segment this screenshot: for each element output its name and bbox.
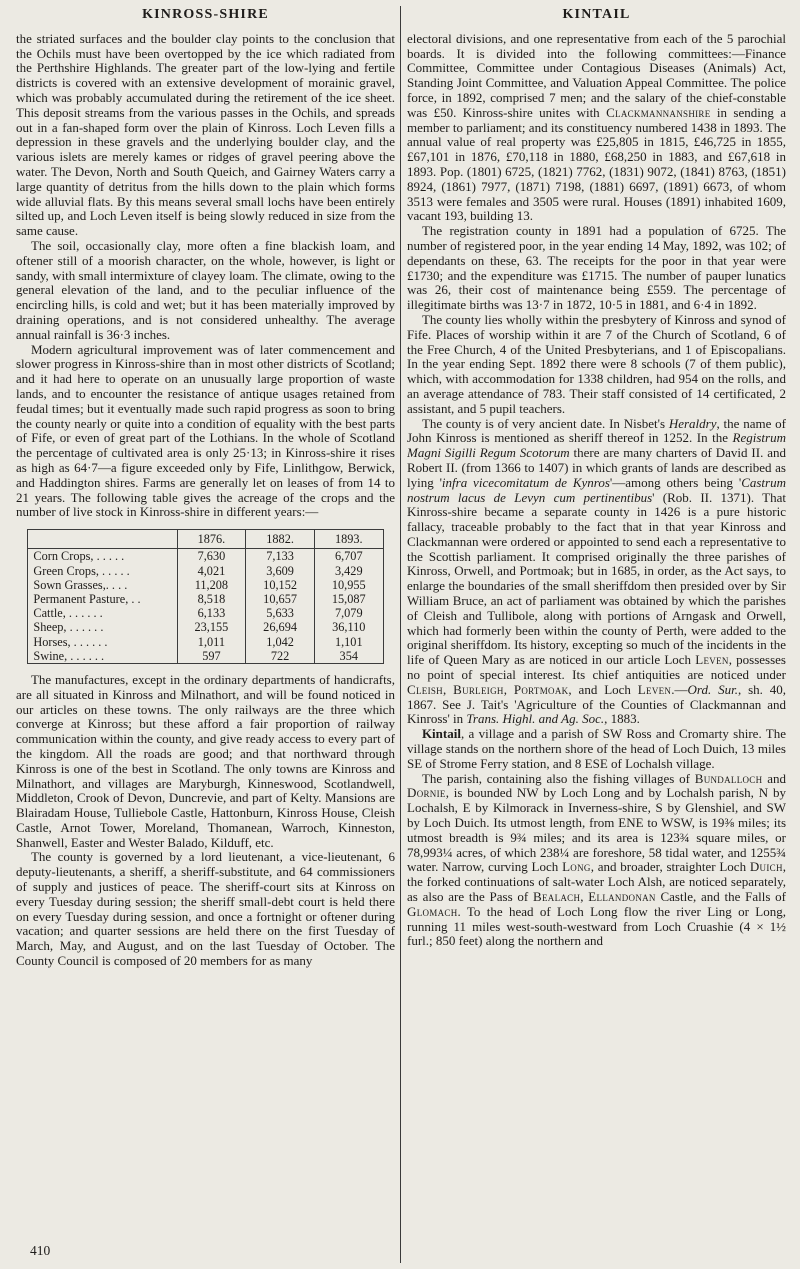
text-run: The soil, occasionally clay, more often a fine blackish loam, and oftener still of a moorish character, on the whole, however, is light or sandy, with small intermixture of clayey loam. The climate, owing to the general elevation of the land, and to the peculiar influence of the encircling hills, is cold and wet; but it has been materially improved by draining operations, and is not considered unhealthy. The average annual rainfall is 36·3 inches. <box>16 237 395 342</box>
paragraph <box>16 850 395 968</box>
text-run: , 1883. <box>604 711 640 727</box>
table-cell-value: 7,079 <box>314 606 383 620</box>
right-column <box>407 8 786 1261</box>
italic-text: Registrum Magni Sigilli Regum Scotorum <box>407 430 786 461</box>
paragraph <box>16 343 395 521</box>
left-column-running-head: KINROSS-SHIRE <box>142 8 269 22</box>
small-caps-text: Bealach <box>533 889 581 905</box>
paragraph <box>407 417 786 728</box>
table-cell-value: 5,633 <box>246 606 315 620</box>
table-header-cell: 1882. <box>246 530 315 549</box>
table-cell-value: 597 <box>177 649 246 664</box>
table-row-label: Corn Crops, . . . . . <box>33 549 125 564</box>
text-run: , possesses no point of special interest. Its chief antiquities are noticed under <box>407 652 786 683</box>
paragraph <box>407 313 786 417</box>
table-row <box>28 649 383 664</box>
paragraph <box>16 239 395 343</box>
table-row-label: Green Crops, . . . . . <box>33 563 130 578</box>
paragraph <box>407 224 786 313</box>
crops-livestock-table <box>27 529 383 664</box>
paragraph <box>407 32 786 224</box>
small-caps-text: Duich <box>749 859 783 875</box>
italic-text: Heraldry <box>668 415 717 431</box>
table-row-label: Cattle, . . . . . . <box>33 606 103 621</box>
table-row-label: Sown Grasses,. . . . <box>33 577 128 592</box>
table-cell-value: 722 <box>246 649 315 664</box>
text-run: ' (Rob. II. 1371). That Kinross-shire became a separate county in 1426 is a pure historic fallacy, traceable probably to the fact that in that year Kinross and Clackmannan were ordered or appointed to send each a representative to the Scottish parliament. It comprised originally the three parishes of Kinross, Orwell, and Portmoak; but in 1685, in order, as the Act says, to enlarge the boundaries of the small sheriffdom then presided over by Sir William Bruce, an act of parliament was obtained by which the parishes of Cleish and Tullibole, along with portions of Arngask and Orwell, which had formerly been within the county of Perth, were added to the original sheriffdom. Its history, excepting so much of the incidents in the life of Queen Mary as are noticed in our article Loch <box>407 489 786 668</box>
table-row <box>28 549 383 564</box>
text-run: in sending a member to parliament; and its constituency numbered 1438 in 1893. The annual value of real property was £25,805 in 1815, £46,725 in 1855, £67,101 in 1876, £70,118 in 1880, £68,250 in 1883, and £67,618 in 1893. Pop. (1801) 6725, (1821) 7762, (1831) 9072, (1841) 8763, (1851) 8924, (1861) 7977, (1871) 7198, (1881) 6697, (1891) 6673, of whom 3513 were females and 3505 were rural. Houses (1891) inhabited 1609, vacant 193, building 13. <box>407 104 786 224</box>
small-caps-text: Glomach <box>407 903 458 919</box>
table-cell-value: 8,518 <box>177 592 246 606</box>
table-row-label: Horses, . . . . . . <box>33 634 108 649</box>
table-cell-value: 10,657 <box>246 592 315 606</box>
table-cell-value: 3,429 <box>314 564 383 578</box>
text-run: The county lies wholly within the presbytery of Kinross and synod of Fife. Places of worship within it are 7 of the Church of Scotland, 6 of the Free Church, 4 of the United Presbyterians, and 1 of Episcopalians. In the year ending Sept. 1892 there were 8 schools (7 of them public), which, with accommodation for 1338 children, had 954 on the rolls, and an average attendance of 783. Their staff consisted of 14 certificated, 2 assistant, and 5 pupil teachers. <box>407 311 786 416</box>
table-header-row <box>28 530 383 549</box>
text-run: , and broader, straighter Loch <box>590 859 750 875</box>
table-header-cell: 1893. <box>314 530 383 549</box>
small-caps-text: Ellandonan <box>588 889 656 905</box>
text-run: . To the head of Loch Long flow the river Ling or Long, running 11 miles west-south-westward from Loch Cruashie (4 × 1½ furl.; 850 feet) along the northern and <box>407 903 786 949</box>
table-cell-value: 10,152 <box>246 578 315 592</box>
left-column <box>16 8 395 1261</box>
table-row <box>28 578 383 592</box>
italic-text: Trans. Highl. and Ag. Soc. <box>466 711 605 727</box>
table-cell-value: 1,101 <box>314 635 383 649</box>
table-cell-value: 7,630 <box>177 549 246 564</box>
text-run: The manufactures, except in the ordinary departments of handicrafts, are all situated in Kinross and Milnathort, and will be found noticed in our articles on these towns. The only railways are the three which converge at Kinross; but these afford a fair proportion of railway communication within the county, and give ready access to every part of the kingdom. All the roads are good; and that northward through Kinross is one of the best in Scotland. The only towns are Kinross and Milnathort, and villages are Maryburgh, Kinneswood, Scotlandwell, Middleton, Crook of Devon, Duncrevie, and part of Kelty. Mansions are Blairadam House, Tulliebole Castle, Hattonburn, Kinross House, Cleish Castle, Arnot Tower, Moreland, Thomanean, Warroch, Kinneston, Shanwell, Easter and Wester Balado, Kilduff, etc. <box>16 671 395 850</box>
small-caps-text: Long <box>562 859 591 875</box>
text-run: the striated surfaces and the boulder clay points to the conclusion that the Ochils must have been overtopped by the ice which radiated from the Perthshire Highlands. The greater part of the low-lying and fertile districts is covered with an extensive development of morainic gravel, which was probably accumulated during the retirement of the ice sheet. This deposit streams from the various passes in the Ochils, and spreads out in a fan-shaped form over the plain of Kinross. Loch Leven fills a depression in these gravels and the underlying boulder clay, and the various islets are merely kames or ridges of gravel peering above the water. The Devon, North and South Queich, and Gairney Waters carry a large quantity of detritus from the hills down to the plain which forms wide alluvial flats. By this means several small lochs have been entirely silted up, and Loch Leven itself is being slowly reduced in size from the same cause. <box>16 30 395 239</box>
table-row <box>28 635 383 649</box>
left-column-text-upper <box>16 32 395 520</box>
paragraph <box>16 32 395 239</box>
table-cell-value: 7,133 <box>246 549 315 564</box>
table-row <box>28 606 383 620</box>
text-run: , the name of John Kinross is mentioned as sheriff thereof in 1252. In the <box>407 415 786 446</box>
small-caps-text: Bundalloch <box>694 770 763 786</box>
italic-text: Ord. Sur. <box>687 681 738 697</box>
table-cell-value: 3,609 <box>246 564 315 578</box>
table-row-label: Swine, . . . . . . <box>33 648 105 663</box>
text-run: , the forked continuations of salt-water Loch Alsh, are noticed separately, as also are the Pass of <box>407 859 786 905</box>
text-run: , sh. 40, 1867. See J. Tait's 'Agriculture of the Counties of Clackmannan and Kinross' in <box>407 681 786 727</box>
table-row <box>28 620 383 634</box>
left-column-text-lower <box>16 673 395 969</box>
text-run: , <box>503 681 514 697</box>
table-cell-value: 4,021 <box>177 564 246 578</box>
table-cell-value: 23,155 <box>177 620 246 634</box>
table-cell-value: 36,110 <box>314 620 383 634</box>
table-cell-value: 6,133 <box>177 606 246 620</box>
text-run: .— <box>671 681 688 697</box>
text-run: and <box>762 770 786 786</box>
table-row <box>28 564 383 578</box>
italic-text: infra vicecomitatum de Kynros <box>441 474 610 490</box>
table-cell-value: 15,087 <box>314 592 383 606</box>
text-run: The county is of very ancient date. In Nisbet's <box>421 415 669 431</box>
table-cell-value: 26,694 <box>246 620 315 634</box>
text-run: , <box>442 681 454 697</box>
text-run: The registration county in 1891 had a population of 6725. The number of registered poor, in the year ending 14 May, 1892, was 102; of dependants on these, 63. The receipts for the poor in that year were £1730; and the expenditure was £1715. The number of pauper lunatics was 26, their cost of maintenance being £559. The percentage of illegitimate births was 13·7 in 1872, 10·5 in 1881, and 6·4 in 1892. <box>407 223 786 313</box>
text-run: The parish, containing also the fishing villages of <box>421 770 695 786</box>
table-row-label: Sheep, . . . . . . <box>33 620 104 635</box>
text-run: '—among others being ' <box>609 474 742 490</box>
paragraph <box>16 673 395 851</box>
text-run: , and Loch <box>568 681 638 697</box>
table-cell-value: 354 <box>314 649 383 664</box>
text-run: , a village and a parish of SW Ross and Cromarty shire. The village stands on the northern shore of the head of Loch Duich, 13 miles SE of Strome Ferry station, and 8 ESE of Lochalsh village. <box>407 726 786 771</box>
text-run: there are many charters of David II. and Robert II. (from 1366 to 1407) in which grants of lands are described as lying ' <box>407 445 786 490</box>
table-cell-value: 6,707 <box>314 549 383 564</box>
table-row-label: Permanent Pasture, . . <box>33 591 141 606</box>
table-cell-value: 1,042 <box>246 635 315 649</box>
table-cell-value: 10,955 <box>314 578 383 592</box>
italic-text: Castrum nostrum lacus de Levyn cum pertinentibus <box>407 474 786 505</box>
table-header-cell: 1876. <box>177 530 246 549</box>
text-run: , <box>580 889 589 905</box>
right-column-text <box>407 32 786 949</box>
small-caps-text: Clackmannanshire <box>606 104 711 120</box>
small-caps-text: Leven <box>637 681 672 697</box>
column-divider-rule <box>400 6 401 1263</box>
small-caps-text: Cleish <box>407 681 443 697</box>
small-caps-text: Leven <box>695 652 729 668</box>
table-cell-value: 1,011 <box>177 635 246 649</box>
table-body <box>28 549 383 664</box>
small-caps-text: Portmoak <box>513 681 569 697</box>
bold-entry-word: Kintail <box>421 726 461 742</box>
text-run: , is bounded NW by Loch Long and by Lochalsh parish, N by Lochalsh, E by Kilmorack in Inverness-shire, S by Glenshiel, and SW by Loch Duich. Its utmost length, from ENE to WSW, is 19⅜ miles; its utmost breadth is 9¾ miles; and its area is 123¾ square miles, or 78,993¼ acres, of which 238¼ are foreshore, 58 tidal water, and 1255¾ water. Narrow, curving Loch <box>407 785 786 875</box>
text-run: Castle, and the Falls of <box>655 889 786 905</box>
paragraph <box>407 727 786 771</box>
page-number: 410 <box>30 1243 51 1258</box>
table-head <box>28 530 383 549</box>
table-header-cell <box>28 530 177 549</box>
small-caps-text: Burleigh <box>453 681 504 697</box>
text-run: electoral divisions, and one representative from each of the 5 parochial boards. It is divided into the following committees:—Finance Committee, Committee under Contagious Diseases (Animals) Act, Standing Joint Committee, and Valuation Appeal Committee. The police force, in 1892, comprised 7 men; and the salary of the chief-constable was £50. Kinross-shire unites with <box>407 30 786 120</box>
right-column-running-head: KINTAIL <box>562 8 631 22</box>
text-run: Modern agricultural improvement was of later commencement and slower progress in Kinross-shire than in most other districts of Scotland; and it had here to operate on an unusually large proportion of waste lands, and to encounter the resistance of antique usages retained from feudal times; but it eventually made such rapid progress as soon to bring the county nearly or quite into a condition of equality with the best parts of Fife, or even of great part of the Lothians. In the whole of Scotland the percentage of cultivated area is only 25·13; in Kinross-shire it rises as high as 64·7—a figure exceeded only by Fife, Linlithgow, Berwick, and Haddington shires. Farms are generally let on leases of from 14 to 21 years. The following table gives the acreage of the crops and the number of live stock in Kinross-shire in different years:— <box>16 341 395 520</box>
text-run: The county is governed by a lord lieutenant, a vice-lieutenant, 6 deputy-lieutenants, a sheriff, a sheriff-substitute, and 64 commissioners of supply and justices of peace. The sheriff-court sits at Kinross on every Tuesday during session; the sheriff small-debt court is held there on every Tuesday during session, and once a fortnight or oftener during vacation; and quarter sessions are held there on the first Tuesday of March, May, and August, and on the last Tuesday of October. The County Council is composed of 20 members for as many <box>16 849 395 969</box>
table-row <box>28 592 383 606</box>
small-caps-text: Dornie <box>407 785 446 801</box>
paragraph <box>407 772 786 950</box>
table-cell-value: 11,208 <box>177 578 246 592</box>
